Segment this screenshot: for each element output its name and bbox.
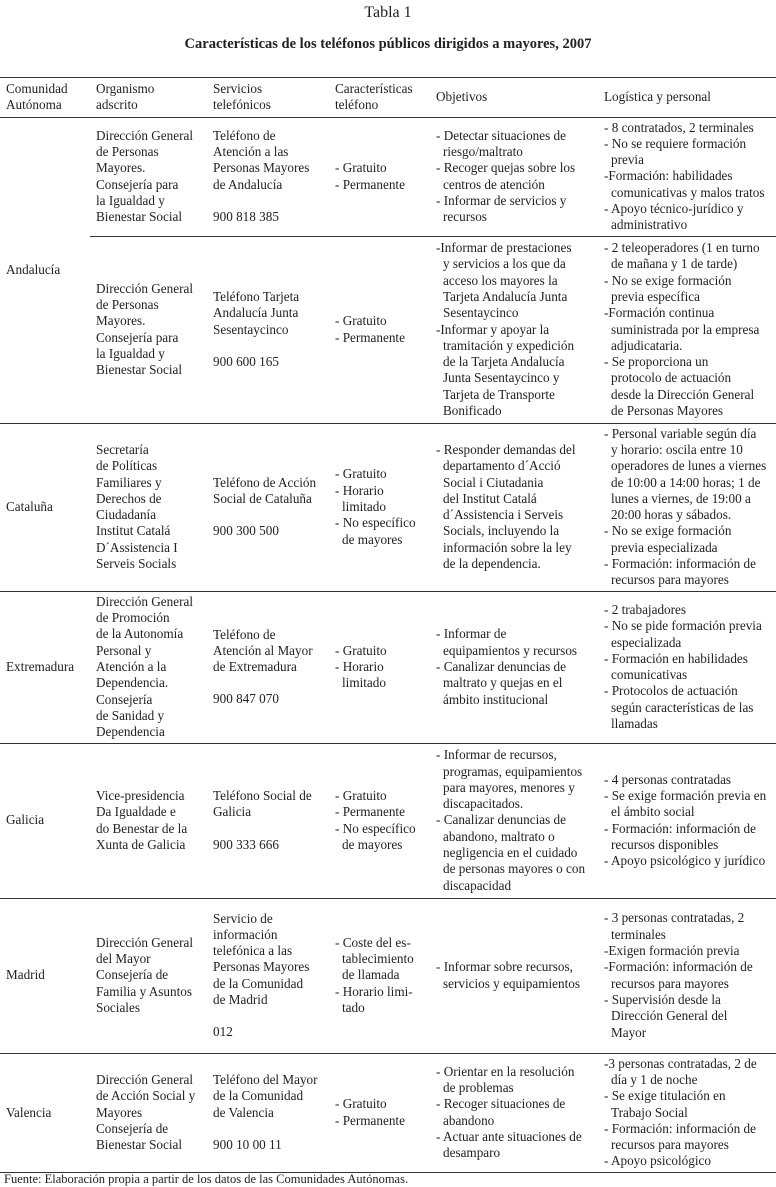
objetivos-item: - Informar de recursos, programas, equipamientos para mayores, menores y discapacitados. (436, 747, 583, 812)
table-row (0, 423, 776, 591)
service-name: Teléfono de Atención al Mayor de Extremadura (213, 626, 313, 675)
logistica-cell (598, 591, 776, 743)
logistica-item: - Personal variable según día y horario: oscila entre 10 operadores de lunes a viernes de 10:00 a 14:00 horas; 1 de lunes a viernes, de 19:00 a 20:00 horas y sábados. (604, 425, 767, 523)
column-header: Características teléfono (329, 78, 430, 118)
source-note: Fuente: Elaboración propia a partir de los datos de las Comunidades Autónomas. (4, 1172, 409, 1186)
objetivos-item: - Responder demandas del departamento d´Acció Social i Ciutadania del Institut Catalá d´Assistencia i Serveis Socials, incluyendo la información sobre la ley de la dependencia. (436, 441, 576, 572)
objetivos-cell (430, 743, 598, 898)
organismo-cell: Dirección General de Personas Mayores. Consejería para la Igualdad y Bienestar Social (90, 236, 207, 423)
community-cell: Andalucía (0, 117, 90, 423)
logistica-item: - Apoyo técnico-jurídico y administrativo (604, 201, 744, 233)
caracteristicas-item: - Gratuito (335, 642, 387, 658)
table-row (0, 898, 776, 1053)
service-name: Teléfono del Mayor de la Comunidad de Valencia (213, 1072, 318, 1120)
logistica-cell (598, 743, 776, 898)
phone-number: 900 847 070 (213, 691, 279, 707)
organismo-cell: Secretaría de Políticas Familiares y Derechos de Ciudadanía Institut Catalá D´Assistencia I Serveis Socials (90, 423, 207, 591)
objetivos-item: - Canalizar denuncias de maltrato y quejas en el ámbito institucional (436, 658, 566, 707)
objetivos-item: - Detectar situaciones de riesgo/maltrato (436, 127, 566, 160)
caracteristicas-item: - No específico de mayores (335, 820, 416, 852)
caracteristicas-item: - Gratuito (335, 466, 387, 482)
caracteristicas-cell (329, 117, 430, 236)
objetivos-item: - Orientar en la resolución de problemas (436, 1063, 575, 1096)
logistica-item: - Se proporciona un protocolo de actuación desde la Dirección General de Personas Mayores (604, 354, 755, 418)
column-header: Organismo adscrito (90, 78, 207, 118)
logistica-item: - Apoyo psicológico y jurídico (604, 853, 766, 869)
objetivos-item: - Recoger quejas sobre los centros de atención (436, 160, 576, 192)
logistica-item: -Formación: habilidades comunicativas y malos tratos (604, 168, 765, 200)
logistica-cell (598, 898, 776, 1053)
objetivos-cell (430, 236, 598, 423)
servicio-cell (207, 117, 329, 236)
caracteristicas-cell (329, 236, 430, 423)
caracteristicas-item: - Coste del es- tablecimiento de llamada (335, 934, 414, 983)
service-name: Teléfono de Atención a las Personas Mayores de Andalucía (213, 127, 310, 192)
objetivos-item: -Informar y apoyar la tramitación y expedición de la Tarjeta Andalucía Junta Sesentaycinco y Tarjeta de Transporte Bonificado (436, 321, 575, 418)
caracteristicas-item: - Permanente (335, 804, 405, 820)
column-header: Logística y personal (598, 78, 776, 118)
caracteristicas-item: - Permanente (335, 1112, 405, 1128)
service-name: Teléfono Social de Galicia (213, 788, 312, 820)
caracteristicas-item: - Gratuito (335, 1096, 387, 1112)
table-row (0, 117, 776, 236)
objetivos-cell (430, 117, 598, 236)
organismo-cell: Dirección General de Acción Social y Mayores Consejería de Bienestar Social (90, 1053, 207, 1172)
logistica-item: - Formación: información de recursos para mayores (604, 556, 756, 588)
service-name: Teléfono Tarjeta Andalucía Junta Sesentaycinco (213, 289, 300, 337)
caracteristicas-item: - Permanente (335, 176, 405, 192)
caracteristicas-cell (329, 743, 430, 898)
phone-number: 900 300 500 (213, 523, 279, 539)
logistica-item: - 2 teleoperadores (1 en turno de mañana y 1 de tarde) (604, 240, 760, 272)
logistica-item: - Se exige titulación en Trabajo Social (604, 1088, 726, 1120)
objetivos-cell (430, 423, 598, 591)
community-cell: Valencia (0, 1053, 90, 1172)
community-cell: Extremadura (0, 591, 90, 743)
objetivos-cell (430, 591, 598, 743)
organismo-cell: Dirección General del Mayor Consejería de Familia y Asuntos Sociales (90, 898, 207, 1053)
objetivos-item: - Actuar ante situaciones de desamparo (436, 1128, 582, 1161)
column-header: Objetivos (430, 78, 598, 118)
logistica-item: - Supervisión desde la Dirección General del Mayor (604, 991, 728, 1040)
logistica-cell (598, 1053, 776, 1172)
phone-number: 900 818 385 (213, 209, 279, 225)
objetivos-item: - Informar de equipamientos y recursos (436, 626, 578, 658)
organismo-cell: Dirección General de Promoción de la Autonomía Personal y Atención a la Dependencia. Consejería de Sanidad y Dependencia (90, 591, 207, 743)
service-name: Teléfono de Acción Social de Cataluña (213, 474, 317, 506)
phone-number: 900 10 00 11 (213, 1136, 282, 1152)
community-cell: Galicia (0, 743, 90, 898)
logistica-item: - No se requiere formación previa (604, 135, 747, 168)
table-row (0, 743, 776, 898)
logistica-cell (598, 117, 776, 236)
objetivos-item: - Recoger situaciones de abandono (436, 1096, 566, 1128)
caracteristicas-item: - No específico de mayores (335, 515, 416, 547)
logistica-item: -3 personas contratadas, 2 de día y 1 de noche (604, 1055, 757, 1087)
column-header: Comunidad Autónoma (0, 78, 90, 118)
organismo-cell: Vice-presidencia Da Igualdade e do Benestar de la Xunta de Galicia (90, 743, 207, 898)
service-name: Servicio de información telefónica a las Personas Mayores de la Comunidad de Madrid (213, 910, 310, 1008)
logistica-item: - No se exige formación previa especializada (604, 523, 732, 555)
objetivos-item: - Informar de servicios y recursos (436, 192, 567, 225)
logistica-cell (598, 423, 776, 591)
table-title: Características de los teléfonos públicos dirigidos a mayores, 2007 (184, 36, 592, 52)
phone-number: 900 333 666 (213, 836, 279, 852)
servicio-cell (207, 236, 329, 423)
community-cell: Madrid (0, 898, 90, 1053)
table-row (0, 236, 776, 423)
caracteristicas-cell (329, 591, 430, 743)
organismo-cell: Dirección General de Personas Mayores. Consejería para la Igualdad y Bienestar Social (90, 117, 207, 236)
logistica-item: - No se exige formación previa específica (604, 272, 732, 304)
phone-services-table (0, 77, 776, 1173)
logistica-item: - Se exige formación previa en el ámbito social (604, 788, 767, 820)
caracteristicas-item: - Horario limi- tado (335, 983, 413, 1016)
logistica-item: - Formación: información de recursos para mayores (604, 1120, 756, 1153)
logistica-item: - Apoyo psicológico (604, 1153, 711, 1169)
table-header-row (0, 78, 776, 118)
servicio-cell (207, 743, 329, 898)
caracteristicas-item: - Gratuito (335, 160, 387, 176)
caracteristicas-item: - Horario limitado (335, 482, 386, 514)
column-header: Servicios telefónicos (207, 78, 329, 118)
caracteristicas-cell (329, 1053, 430, 1172)
table-number: Tabla 1 (364, 4, 412, 21)
caracteristicas-item: - Gratuito (335, 313, 387, 329)
caracteristicas-item: - Permanente (335, 329, 405, 345)
phone-number: 012 (213, 1024, 233, 1040)
table-row (0, 591, 776, 743)
logistica-item: -Formación: información de recursos para mayores (604, 959, 753, 991)
logistica-item: - No se pide formación previa especializada (604, 618, 762, 650)
phone-number: 900 600 165 (213, 353, 279, 369)
logistica-item: - 3 personas contratadas, 2 terminales (604, 910, 745, 942)
logistica-item: - Protocolos de actuación según características de las llamadas (604, 683, 754, 732)
logistica-item: - 8 contratados, 2 terminales (604, 119, 754, 135)
logistica-item: -Exigen formación previa (604, 943, 740, 959)
servicio-cell (207, 591, 329, 743)
logistica-item: - Formación: información de recursos disponibles (604, 820, 756, 852)
caracteristicas-cell (329, 898, 430, 1053)
objetivos-item: - Canalizar denuncias de abandono, maltrato o negligencia en el cuidado de personas mayores o con discapacidad (436, 812, 586, 893)
caracteristicas-item: - Gratuito (335, 788, 387, 804)
objetivos-cell (430, 898, 598, 1053)
objetivos-cell (430, 1053, 598, 1172)
servicio-cell (207, 1053, 329, 1172)
community-cell: Cataluña (0, 423, 90, 591)
objetivos-item: - Informar sobre recursos, servicios y equipamientos (436, 959, 580, 991)
servicio-cell (207, 423, 329, 591)
logistica-item: -Formación continua suministrada por la empresa adjudicataria. (604, 305, 760, 353)
caracteristicas-cell (329, 423, 430, 591)
objetivos-item: -Informar de prestaciones y servicios a los que da acceso los mayores la Tarjeta Andalucía Junta Sesentaycinco (436, 240, 572, 321)
servicio-cell (207, 898, 329, 1053)
logistica-cell (598, 236, 776, 423)
caracteristicas-item: - Horario limitado (335, 658, 386, 691)
logistica-item: - Formación en habilidades comunicativas (604, 650, 748, 683)
logistica-item: - 4 personas contratadas (604, 771, 732, 787)
table-row (0, 1053, 776, 1172)
logistica-item: - 2 trabajadores (604, 601, 687, 617)
